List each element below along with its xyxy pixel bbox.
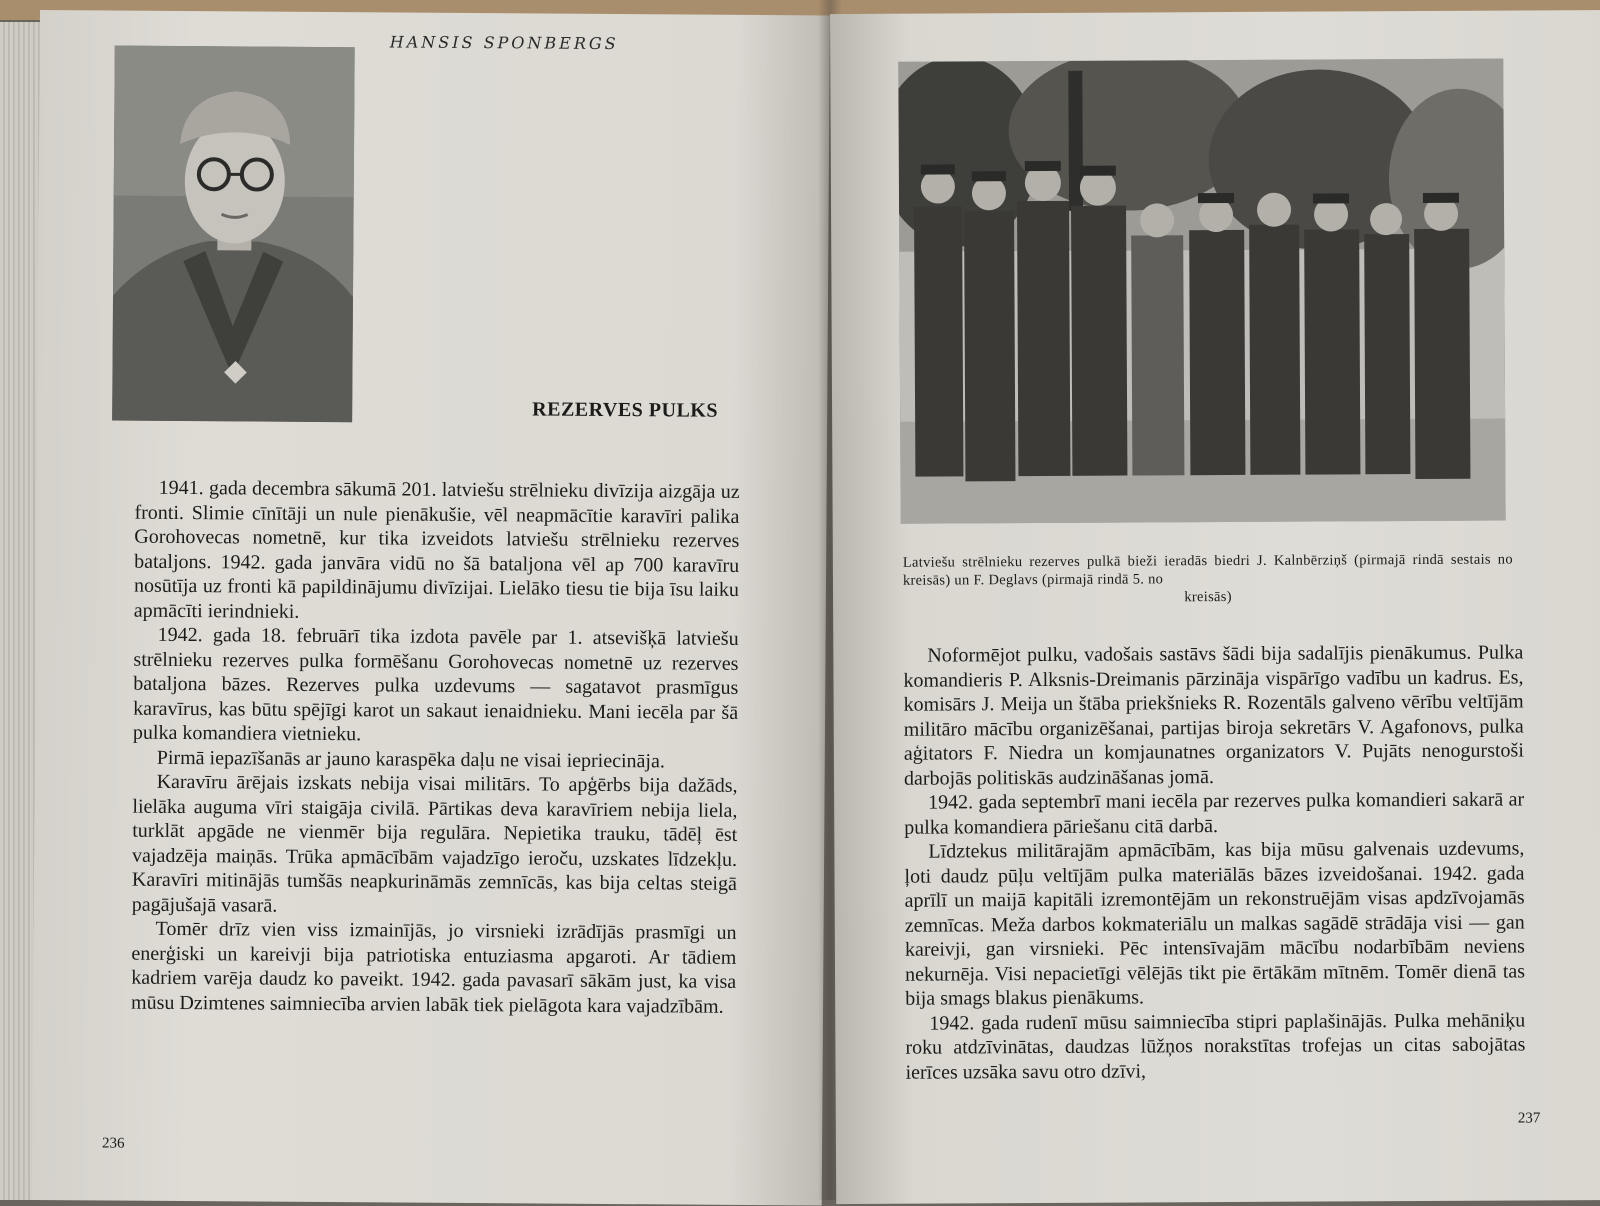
running-head: HANSIS SPONBERGS [390,32,619,53]
caption-text-end: kreisās) [903,587,1513,608]
photo-caption [903,551,1513,608]
left-body-text [131,476,740,1019]
paragraph: 1942. gada rudenī mūsu saimniecība stipri paplašinājās. Pulka mehāniķu roku atdzīvinātas, daudzas lūžņos norakstītas trofejas un citas sabojātas ierīces uzsāka savu otro dzīvi, [905,1008,1525,1085]
paragraph: Karavīru ārējais izskats nebija visai militārs. To apģērbs bija dažāds, lielāka auguma vīri staigāja civilā. Pārtikas deva karavīriem nebija liela, turklāt apgāde ne vienmēr bija regulāra. Nepietika trauku, tādēļ ēst vajadzēja maiņās. Trūka apmācībām vajadzīgo ieroču, uzskates līdzekļu. Karavīri mitinājās tumšās neapkurināmās zemnīcās, kas bija celtas steigā pagājušajā vasarā. [132,770,738,921]
paragraph: Līdztekus militārajām apmācībām, kas bija mūsu galvenais uzdevums, ļoti daudz pūļu veltījām pulka materiālās bāzes izveidošanai. 1942. gada aprīlī un maijā kapitāli izremontējām un rekonstruējām visas apdzīvojamās zemnīcas. Meža darbos kokmateriālu un malkas sagādē strādāja visi — gan kareivji, gan virsnieki. Pēc intensīvajām mācību nodarbībām neviens nekurnēja. Visi nepacietīgi vēlējās tikt pie ērtākām mītnēm. Tomēr dienā tas bija smags blakus pienākums. [904,836,1525,1011]
paragraph: 1942. gada septembrī mani iecēla par rezerves pulka komandieri sakarā ar pulka komandiera pāriešanu citā darbā. [904,787,1524,839]
paragraph: Tomēr drīz vien viss izmainījās, jo virsnieki izrādījās prasmīgi un enerģiski un kareivji bija patriotiska entuziasma apgaroti. Ar tādiem kadriem varēja daudz ko paveikt. 1942. gada pavasarī sākām just, ka visa mūsu Dzimtenes saimniecība arvien labāk tiek pielāgota kara vajadzībām. [131,917,737,1019]
group-photo [898,59,1505,524]
right-body-text [903,640,1525,1084]
caption-text: Latviešu strēlnieku rezerves pulkā bieži ieradās biedri J. Kalnbērziņš (pirmajā rindā sestais no kreisās) un F. Deglavs (pirmajā rindā 5. no [903,552,1513,589]
paragraph: 1942. gada 18. februārī tika izdota pavēle par 1. atsevišķā latviešu strēlnieku rezerves pulka formēšanu Gorohovecas nometnē uz rezerves bataljona bāzes. Rezerves pulka uzdevums — sagatavot prasmīgus karavīrus, kas būtu spējīgi karot un sakaut ienaidnieku. Mani iecēla par šā pulka komandiera vietnieku. [133,623,739,750]
paragraph: Pirmā iepazīšanās ar jauno karaspēka daļu ne visai iepriecināja. [133,745,738,774]
paragraph: 1941. gada decembra sākumā 201. latviešu strēlnieku divīzija aizgāja uz fronti. Slimie cīnītāji un nule pienākušie, vēl neapmācītie karavīri palika Gorohovecas nometnē, kur tika izveidots latviešu strēlnieku rezerves bataljons. 1942. gada janvāra vidū no šā bataljona vēl ap 700 karavīru nosūtīja uz fronti kā papildinājumu divīzijai. Lielāko tiesu tie bija īsu laiku apmācīti ierindnieki. [134,476,740,627]
portrait-photo [112,46,355,423]
left-page [32,10,830,1205]
section-title: REZERVES PULKS [532,398,718,422]
page-number: 237 [1518,1110,1541,1127]
page-number: 236 [102,1135,125,1152]
right-page [830,10,1600,1204]
paragraph: Noformējot pulku, vadošais sastāvs šādi bija sadalījis pienākumus. Pulka komandieris P. Alksnis-Dreimanis pārzināja vispārīgo vadību un kadrus. Es, komisārs J. Meija un štāba priekšnieks R. Rozentāls galveno vērību veltījām militāro mācību organizēšanai, partijas biroja sekretārs V. Agafonovs, pulka aģitators F. Niedra un komjaunatnes organizators V. Pujāts nenogurstoši darbojās politiskās audzināšanas jomā. [903,640,1524,790]
